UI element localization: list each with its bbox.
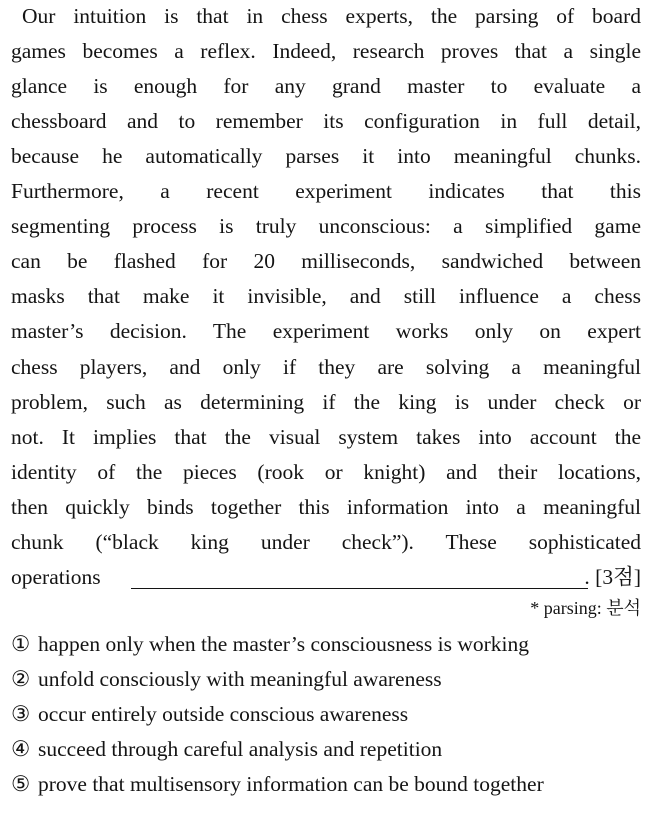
- footnote: * parsing: 분석: [530, 598, 641, 618]
- option-text: prove that multisensory information can be bound together: [38, 772, 544, 796]
- passage-line: because he automatically parses it into meaningful chunks.: [11, 144, 641, 168]
- passage-line: not. It implies that the visual system takes into account the: [11, 425, 641, 449]
- answer-blank: [131, 588, 588, 589]
- passage-line: Furthermore, a recent experiment indicates that this: [11, 179, 641, 203]
- passage-line: glance is enough for any grand master to evaluate a: [11, 74, 641, 98]
- passage-line: masks that make it invisible, and still influence a chess: [11, 284, 641, 308]
- passage-line: chunk (“black king under check”). These sophisticated: [11, 530, 641, 554]
- option-text: happen only when the master’s consciousness is working: [38, 632, 530, 656]
- passage-line: problem, such as determining if the king is under check or: [11, 390, 641, 414]
- answer-option-5[interactable]: [11, 768, 544, 800]
- answer-option-4[interactable]: [11, 733, 442, 765]
- option-number: ⑤: [11, 772, 31, 796]
- passage-line: games becomes a reflex. Indeed, research proves that a single: [11, 39, 641, 63]
- answer-option-2[interactable]: [11, 663, 442, 695]
- option-number: ③: [11, 702, 31, 726]
- points-label: . [3점]: [584, 565, 641, 589]
- passage-line: chess players, and only if they are solving a meaningful: [11, 355, 641, 379]
- passage-last-line: [11, 561, 641, 593]
- option-text: succeed through careful analysis and repetition: [38, 737, 443, 761]
- passage-line: identity of the pieces (rook or knight) and their locations,: [11, 460, 641, 484]
- option-number: ②: [11, 667, 31, 691]
- answer-option-3[interactable]: [11, 698, 408, 730]
- passage-last-line-start: operations: [11, 565, 101, 589]
- option-text: unfold consciously with meaningful awareness: [38, 667, 442, 691]
- passage-line: can be flashed for 20 milliseconds, sandwiched between: [11, 249, 641, 273]
- passage-line: segmenting process is truly unconscious: a simplified game: [11, 214, 641, 238]
- answer-option-1[interactable]: [11, 628, 529, 660]
- passage-line: Our intuition is that in chess experts, the parsing of board: [22, 4, 641, 28]
- passage-line: master’s decision. The experiment works only on expert: [11, 319, 641, 343]
- option-text: occur entirely outside conscious awareness: [38, 702, 409, 726]
- option-number: ④: [11, 737, 31, 761]
- passage-line: then quickly binds together this information into a meaningful: [11, 495, 641, 519]
- option-number: ①: [11, 632, 31, 656]
- passage-line: chessboard and to remember its configuration in full detail,: [11, 109, 641, 133]
